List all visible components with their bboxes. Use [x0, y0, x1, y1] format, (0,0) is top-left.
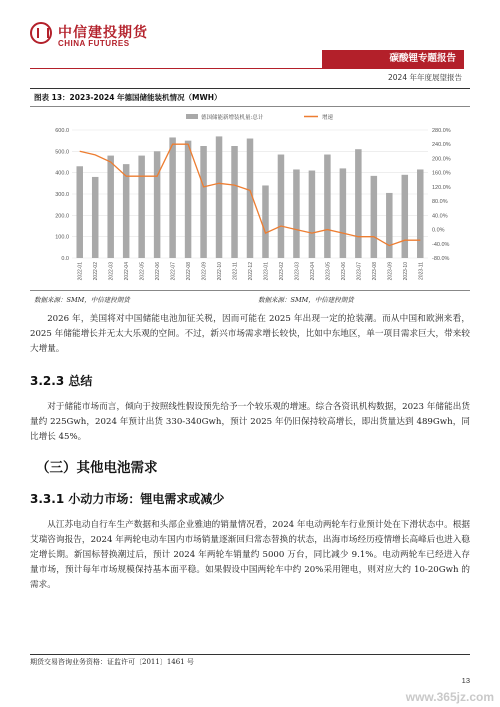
figure-title: 图表 13：2023-2024 年德国储能装机情况（MWH） [34, 93, 222, 102]
x-tick-label: 2023-05 [325, 262, 332, 281]
bar [123, 164, 130, 258]
y-left-tick-label: 400.0 [55, 170, 69, 177]
bar [200, 146, 207, 258]
bar [309, 171, 316, 258]
bar [185, 141, 192, 258]
y-right-tick-label: 240.0% [432, 142, 451, 149]
y-right-tick-label: 40.0% [432, 213, 448, 220]
figure-source-left: 数据来源：SMM，中信建投期货 [34, 296, 130, 304]
paragraph-outlook: 2026 年，美国将对中国储能电池加征关税，因而可能在 2025 年出现一定的抢装潮。而从中国和欧洲来看，2025 年储能增长并无太大乐观的空间。不过，新兴市场需求增长较快，比如中东地区，单一项目需求巨大，带来较大增量。 [30, 314, 470, 354]
page-number: 13 [461, 676, 470, 685]
logo-english-name: CHINA FUTURES [58, 39, 130, 48]
bar [138, 156, 145, 258]
x-tick-label: 2023-02 [278, 262, 285, 281]
company-logo-icon [30, 22, 52, 44]
x-tick-label: 2022-04 [124, 262, 131, 281]
y-right-tick-label: 120.0% [432, 184, 451, 191]
footer-divider [30, 654, 470, 655]
y-left-tick-label: 200.0 [55, 213, 69, 220]
x-tick-label: 2022-11 [232, 262, 239, 280]
bar [386, 193, 393, 258]
x-tick-label: 2023-03 [294, 262, 301, 281]
y-right-tick-label: -80.0% [432, 256, 450, 262]
report-subtitle: 2024 年年度展望报告 [388, 73, 462, 82]
bar [231, 146, 238, 258]
y-right-tick-label: 160.0% [432, 170, 451, 177]
x-tick-label: 2023-01 [263, 262, 270, 281]
x-tick-label: 2022-10 [217, 262, 224, 281]
section-heading-3-2-3: 3.2.3 总结 [30, 374, 93, 388]
footer-license: 期货交易咨询业务资格：证监许可〔2011〕1461 号 [30, 658, 194, 666]
bar [169, 137, 176, 258]
y-left-tick-label: 0.0 [61, 256, 69, 262]
x-tick-label: 2023-04 [309, 262, 316, 281]
bar [340, 168, 347, 258]
x-tick-label: 2023-08 [371, 262, 378, 281]
bar [402, 175, 409, 258]
bar [76, 166, 83, 258]
y-left-tick-label: 100.0 [55, 234, 69, 241]
x-tick-label: 2022-06 [155, 262, 162, 281]
germany-storage-chart [36, 108, 466, 288]
legend-bar-label: 德国储能新增装机量:总计 [201, 115, 264, 121]
bar [92, 177, 99, 258]
x-tick-label: 2023-10 [402, 262, 409, 281]
bar [107, 156, 114, 258]
x-tick-label: 2022-07 [170, 262, 177, 281]
bar [417, 169, 424, 258]
figure-top-rule [30, 88, 470, 89]
x-tick-label: 2023-06 [340, 262, 347, 281]
x-tick-label: 2022-01 [77, 262, 84, 281]
bar [355, 149, 362, 258]
x-tick-label: 2022-12 [248, 262, 254, 281]
x-tick-label: 2022-08 [186, 262, 193, 281]
x-tick-label: 2022-02 [93, 262, 100, 281]
y-right-tick-label: 200.0% [432, 156, 451, 163]
logo-chinese-name: 中信建投期货 [58, 25, 148, 41]
figure-bottom-rule [30, 290, 470, 291]
y-left-tick-label: 600.0 [55, 128, 69, 134]
figure-source-right: 数据来源：SMM，中信建投期货 [258, 296, 354, 304]
x-tick-label: 2022-09 [201, 262, 208, 281]
site-watermark: www.365jz.com [405, 690, 494, 704]
y-right-tick-label: 0.0% [432, 227, 445, 234]
paragraph-two-wheeler: 从江苏电动自行车生产数据和头部企业雅迪的销量情况看，2024 年电动两轮车行业预计处在下滑状态中。根据艾瑞咨询报告，2024 年两轮电动车国内市场销量逐渐回归常态替换的状态，出海市场经历疫情增长高峰后也进入稳定增长期。新国标替换潮过后，预计 2024 年两轮车销量约 5000 万台，同比减少 9.1%。电动两轮车已经进入存量市场，预计每年市场规模保持基本面平稳。如果假设中国两轮车中约 20%采用锂电，则对应大约 10-20Gwh 的需求。 [30, 520, 470, 590]
bar [371, 176, 378, 258]
y-left-tick-label: 500.0 [55, 149, 69, 156]
bar [154, 151, 161, 258]
legend-line-label: 增速 [322, 115, 334, 121]
bar [324, 155, 331, 258]
bar [293, 169, 300, 258]
x-tick-label: 2022-05 [139, 262, 146, 281]
section-heading-3-3-1: 3.3.1 小动力市场：锂电需求或减少 [30, 492, 225, 506]
bar [278, 155, 285, 258]
bar [262, 185, 269, 258]
y-right-tick-label: -40.0% [432, 241, 450, 248]
x-tick-label: 2023-07 [356, 262, 363, 281]
paragraph-summary: 对于储能市场而言，倾向于按照线性假设预先给予一个较乐观的增速。综合各资讯机构数据，2023 年储能出货量约 225Gwh，2024 年预计出货 330-340Gwh，预计 2025 年仍旧保持较高增长，即出货量达到 489Gwh，同比增长 45%。 [30, 402, 470, 442]
x-tick-label: 2023-09 [387, 262, 394, 281]
y-right-tick-label: 280.0% [432, 128, 451, 134]
x-tick-label: 2022-03 [108, 262, 115, 281]
section-heading-other-demand: （三）其他电池需求 [36, 460, 158, 476]
legend-bar-swatch [186, 114, 198, 119]
y-right-tick-label: 80.0% [432, 199, 448, 206]
header-divider [30, 68, 464, 69]
figure-title-rule [30, 106, 470, 107]
bar [216, 136, 223, 258]
y-left-tick-label: 300.0 [55, 192, 69, 198]
report-tag: 碳酸锂专题报告 [322, 50, 464, 68]
x-tick-label: 2023-11 [418, 262, 425, 280]
